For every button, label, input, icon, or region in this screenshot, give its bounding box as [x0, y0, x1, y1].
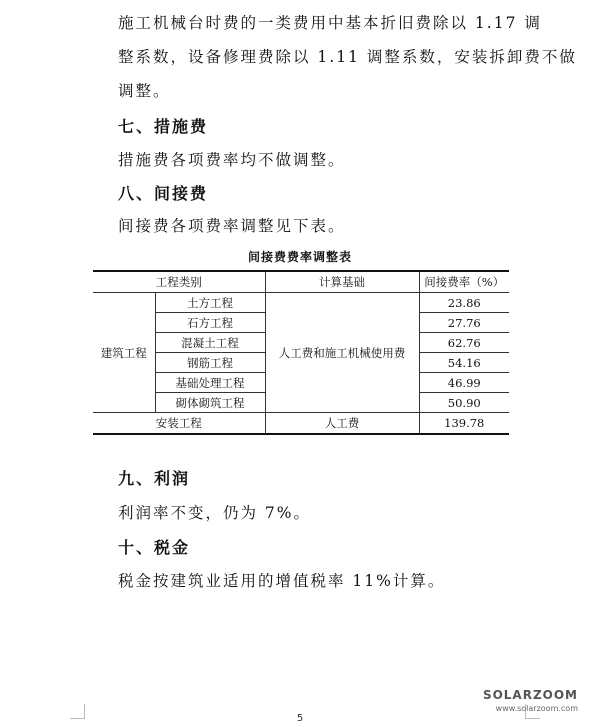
watermark-logo: SOLARZOOM: [482, 688, 578, 702]
install-basis: 人工费: [265, 413, 419, 435]
row-rate: 50.90: [419, 393, 509, 413]
paragraph-line: 整系数，设备修理费除以 1.11 调整系数，安装拆卸费不做: [118, 48, 577, 66]
watermark-site: www.solarzoom.com: [495, 704, 578, 713]
table-header-row: [93, 271, 509, 293]
table-row: [93, 293, 509, 313]
row-name: 基础处理工程: [155, 373, 265, 393]
section-heading: 七、措施费: [118, 117, 209, 136]
row-rate: 46.99: [419, 373, 509, 393]
row-rate: 54.16: [419, 353, 509, 373]
row-name: 混凝土工程: [155, 333, 265, 353]
group-label: 建筑工程: [93, 293, 155, 413]
row-rate: 27.76: [419, 313, 509, 333]
install-name: 安装工程: [93, 413, 265, 435]
table-caption: 间接费费率调整表: [247, 250, 352, 264]
header-category: 工程类别: [93, 271, 265, 293]
row-name: 土方工程: [155, 293, 265, 313]
paragraph-line: 利润率不变，仍为 7%。: [118, 504, 312, 522]
section-heading: 十、税金: [118, 538, 191, 557]
section-heading: 九、利润: [118, 469, 191, 488]
page-number: 5: [296, 713, 304, 724]
install-rate: 139.78: [419, 413, 509, 435]
row-name: 钢筋工程: [155, 353, 265, 373]
paragraph-line: 措施费各项费率均不做调整。: [118, 151, 346, 169]
paragraph-line: 调整。: [118, 82, 171, 100]
row-name: 石方工程: [155, 313, 265, 333]
row-name: 砌体砌筑工程: [155, 393, 265, 413]
indirect-cost-rate-table: [93, 270, 509, 435]
header-basis: 计算基础: [265, 271, 419, 293]
header-rate: 间接费率（%）: [419, 271, 509, 293]
table-row: [93, 413, 509, 435]
paragraph-line: 施工机械台时费的一类费用中基本折旧费除以 1.17 调: [118, 14, 542, 32]
group-basis: 人工费和施工机械使用费: [265, 293, 419, 413]
row-rate: 23.86: [419, 293, 509, 313]
section-heading: 八、间接费: [118, 184, 209, 203]
row-rate: 62.76: [419, 333, 509, 353]
paragraph-line: 税金按建筑业适用的增值税率 11%计算。: [118, 572, 446, 590]
paragraph-line: 间接费各项费率调整见下表。: [118, 217, 346, 235]
